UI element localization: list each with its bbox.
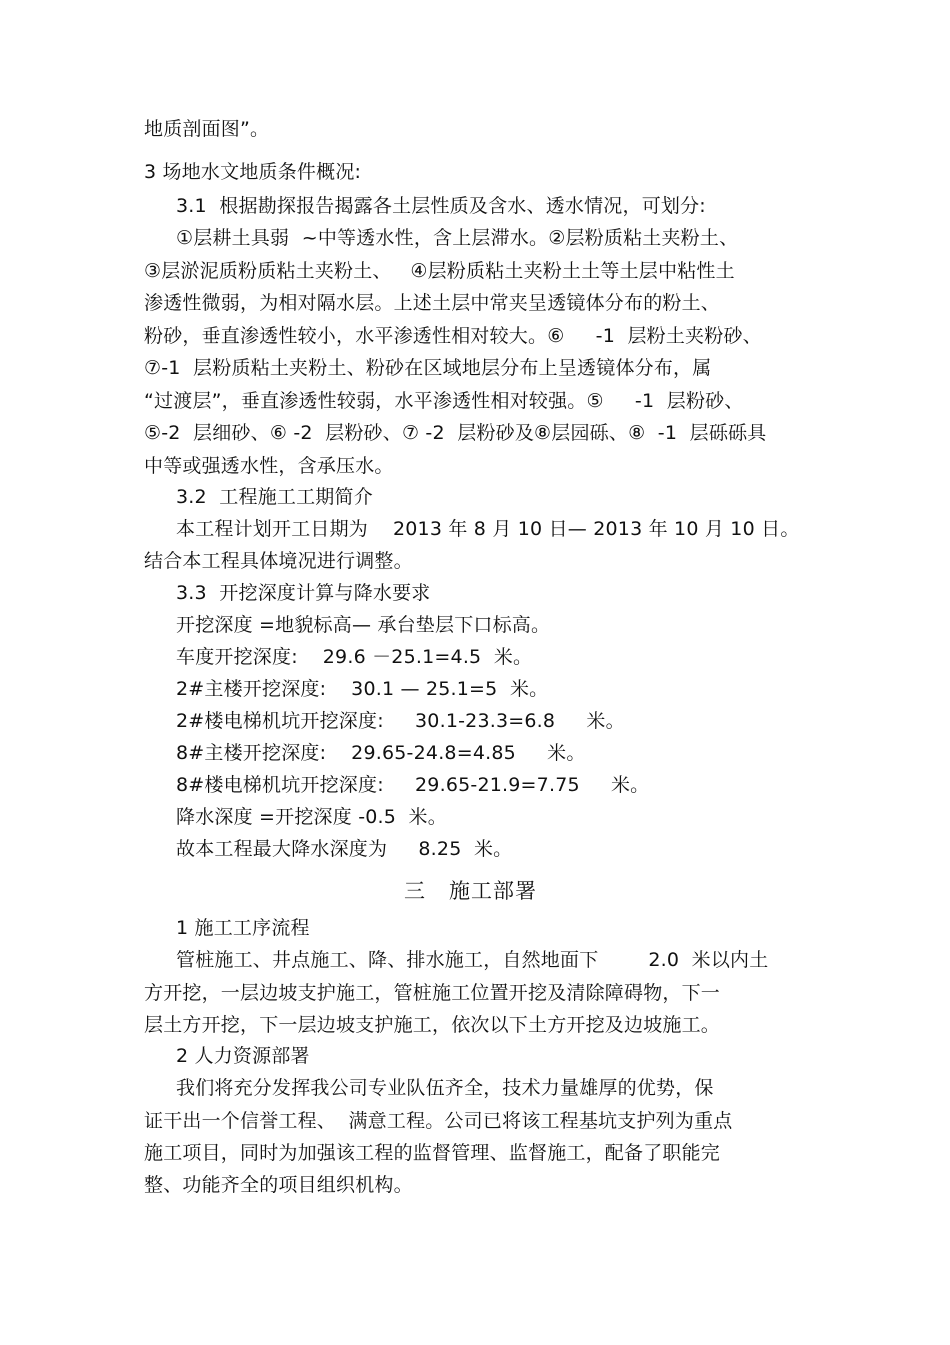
text-line: 层土方开挖，下一层边坡支护施工，依次以下土方开挖及边坡施工。 xyxy=(144,1014,721,1036)
text-line: 我们将充分发挥我公司专业队伍齐全，技术力量雄厚的优势，保 xyxy=(176,1077,714,1099)
text-line: 中等或强透水性，含承压水。 xyxy=(144,455,394,477)
section-heading: 3 场地水文地质条件概况: xyxy=(144,161,362,183)
text-line: 故本工程最大降水深度为 8.25 米。 xyxy=(176,838,513,860)
text-line: “过渡层”，垂直渗透性较弱，水平渗透性相对较强。⑤ -1 层粉砂、 xyxy=(144,390,744,412)
text-line: 粉砂，垂直渗透性较小，水平渗透性相对较大。⑥ -1 层粉土夹粉砂、 xyxy=(144,325,762,347)
text-line: 整、功能齐全的项目组织机构。 xyxy=(144,1174,413,1196)
text-line: 8#楼电梯机坑开挖深度: 29.65-21.9=7.75 米。 xyxy=(176,774,650,796)
subsection-heading: 2 人力资源部署 xyxy=(176,1045,310,1067)
text-line: 8#主楼开挖深度: 29.65-24.8=4.85 米。 xyxy=(176,742,586,764)
subsection-heading: 3.2 工程施工工期简介 xyxy=(176,486,373,508)
text-line: 证干出一个信誉工程、 满意工程。公司已将该工程基坑支护列为重点 xyxy=(144,1110,733,1132)
text-line: 方开挖，一层边坡支护施工，管桩施工位置开挖及清除障碍物，下一 xyxy=(144,982,721,1004)
subsection-heading: 1 施工工序流程 xyxy=(176,917,310,939)
text-line: 2#主楼开挖深度: 30.1 — 25.1=5 米。 xyxy=(176,678,549,700)
subsection-heading: 3.1 根据勘探报告揭露各土层性质及含水、透水情况，可划分: xyxy=(176,195,706,217)
text-line: 渗透性微弱，为相对隔水层。上述土层中常夹呈透镜体分布的粉土、 xyxy=(144,292,721,314)
text-line: 结合本工程具体境况进行调整。 xyxy=(144,550,413,572)
text-line: 本工程计划开工日期为 2013 年 8 月 10 日— 2013 年 10 月 10 日。 xyxy=(176,518,800,540)
subsection-heading: 3.3 开挖深度计算与降水要求 xyxy=(176,582,431,604)
text-line: ⑤-2 层细砂、⑥ -2 层粉砂、⑦ -2 层粉砂及⑧层园砾、⑧ -1 层砾砾具 xyxy=(144,422,767,444)
text-line: 开挖深度 =地貌标高— 承台垫层下口标高。 xyxy=(176,614,551,636)
chapter-title: 三 施工部署 xyxy=(404,879,538,903)
text-line: 车度开挖深度: 29.6 －25.1=4.5 米。 xyxy=(176,646,533,668)
text-line: 管桩施工、井点施工、降、排水施工，自然地面下 2.0 米以内土 xyxy=(176,949,769,971)
text-line: 降水深度 =开挖深度 -0.5 米。 xyxy=(176,806,447,828)
text-line: 施工项目，同时为加强该工程的监督管理、监督施工，配备了职能完 xyxy=(144,1142,721,1164)
text-line: ①层耕土具弱 ~中等透水性，含上层滞水。②层粉质粘土夹粉土、 xyxy=(176,227,739,249)
text-line: 2#楼电梯机坑开挖深度: 30.1-23.3=6.8 米。 xyxy=(176,710,625,732)
text-line: ⑦-1 层粉质粘土夹粉土、粉砂在区域地层分布上呈透镜体分布，属 xyxy=(144,357,712,379)
text-line: ③层淤泥质粉质粘土夹粉土、 ④层粉质粘土夹粉土土等土层中粘性土 xyxy=(144,260,735,282)
text-line: 地质剖面图”。 xyxy=(144,118,270,140)
